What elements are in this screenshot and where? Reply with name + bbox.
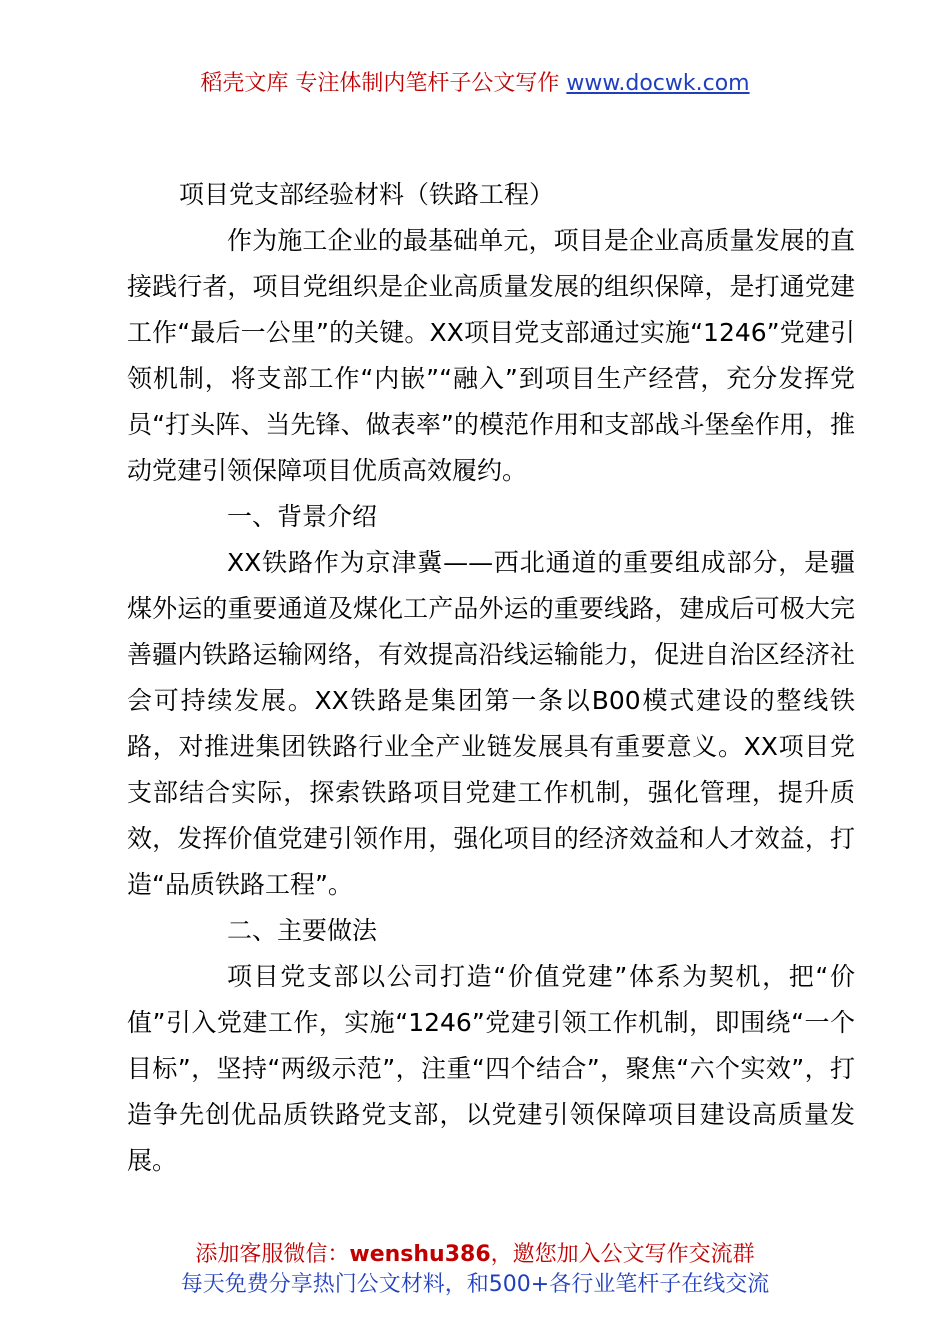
site-url-link[interactable]: www.docwk.com (566, 71, 750, 96)
site-brand-text: 稻壳文库 专注体制内笔杆子公文写作 (200, 71, 567, 96)
section1-heading: 一、背景介绍 (227, 502, 378, 531)
wechat-id: wenshu386 (349, 1242, 491, 1267)
promo-prefix: 添加客服微信： (195, 1242, 350, 1267)
document-title: 项目党支部经验材料（铁路工程） (179, 180, 555, 209)
section2-heading: 二、主要做法 (227, 916, 378, 945)
section1-paragraph: XX铁路作为京津冀——西北通道的重要组成部分，是疆煤外运的重要通道及煤化工产品外运的重要线路，建成后可极大完善疆内铁路运输网络，有效提高沿线运输能力，促进自治区经济社会可持续发展。XX铁路是集团第一条以B00模式建设的整线铁路，对推进集团铁路行业全产业链发展具有重要意义。XX项目党支部结合实际，探索铁路项目党建工作机制，强化管理，提升质效，发挥价值党建引领作用，强化项目的经济效益和人才效益，打造“品质铁路工程”。 (127, 548, 855, 899)
promo-footer (0, 1240, 950, 1300)
document-body (127, 172, 855, 1184)
intro-paragraph: 作为施工企业的最基础单元，项目是企业高质量发展的直接践行者，项目党组织是企业高质量发展的组织保障，是打通党建工作“最后一公里”的关键。XX项目党支部通过实施“1246”党建引领机制，将支部工作“内嵌”“融入”到项目生产经营，充分发挥党员“打头阵、当先锋、做表率”的模范作用和支部战斗堡垒作用，推动党建引领保障项目优质高效履约。 (127, 226, 855, 485)
site-header (0, 68, 950, 100)
section2-paragraph: 项目党支部以公司打造“价值党建”体系为契机，把“价值”引入党建工作，实施“1246”党建引领工作机制，即围绕“一个目标”，坚持“两级示范”，注重“四个结合”，聚焦“六个实效”，打造争先创优品质铁路党支部，以党建引领保障项目建设高质量发展。 (127, 962, 855, 1175)
promo-line-wechat (0, 1240, 950, 1270)
promo-suffix: ，邀您加入公文写作交流群 (490, 1242, 755, 1267)
promo-line-share: 每天免费分享热门公文材料，和500+各行业笔杆子在线交流 (180, 1272, 770, 1297)
